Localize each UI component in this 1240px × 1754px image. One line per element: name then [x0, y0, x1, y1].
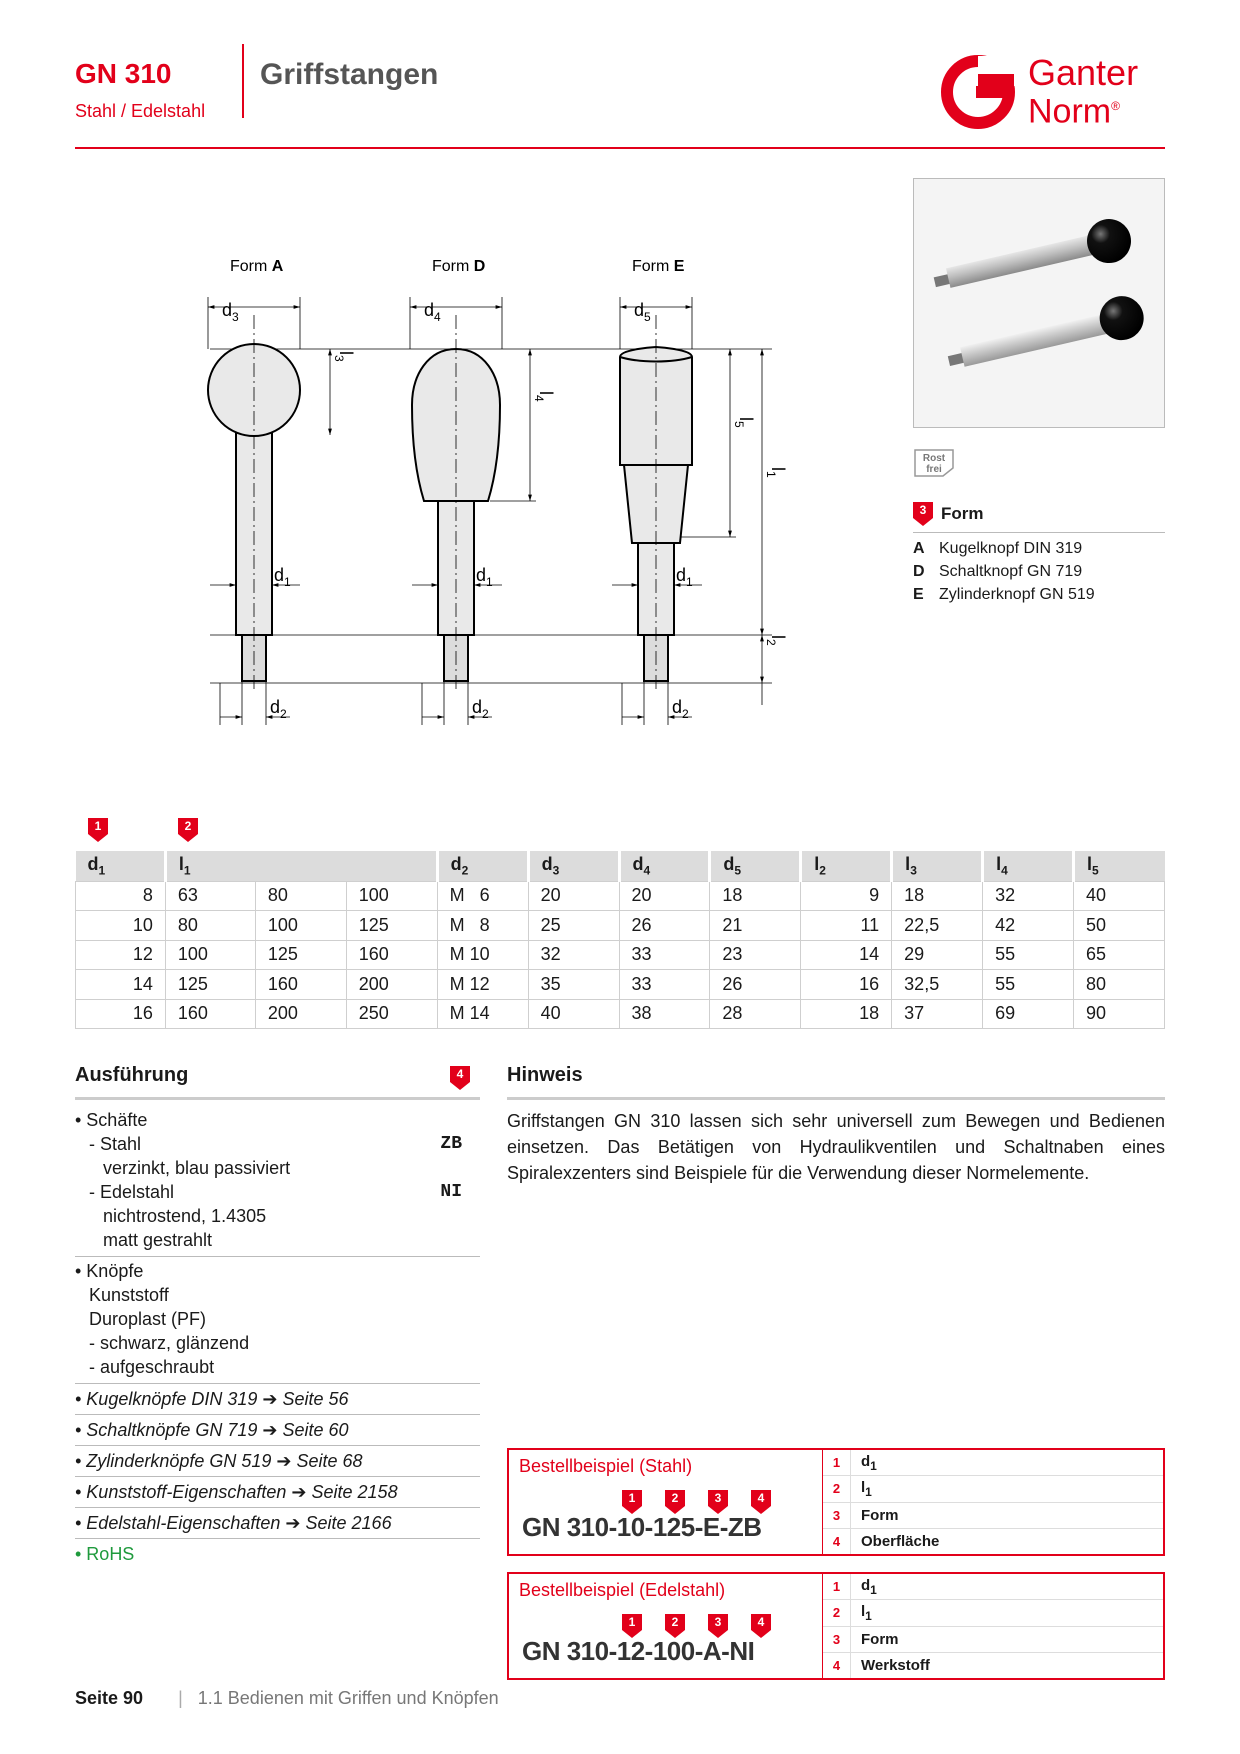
page-title: Griffstangen [260, 58, 439, 91]
table-cell: 20 [528, 881, 619, 911]
table-cell: 10 [76, 911, 166, 941]
hinweis-text: Griffstangen GN 310 lassen sich sehr universell zum Bewegen und Bedienen einsetzen. Das Betätigen von Hydraulikventilen und Schaltnaben eines Spiralexzenters sind Beispiele für die Verwendung dieser Normelemente. [507, 1111, 1165, 1183]
table-cell: 69 [983, 999, 1074, 1029]
table-cell: 160 [346, 940, 437, 970]
table-cell: 26 [619, 911, 710, 941]
table-cell: 20 [619, 881, 710, 911]
order-example-steel [507, 1448, 1165, 1556]
table-cell: 14 [76, 970, 166, 1000]
col-header: $l_2$ [801, 851, 892, 881]
table-cell: 32 [983, 881, 1074, 911]
table-cell: M 14 [437, 999, 528, 1029]
svg-text:l1: $l_1$ [764, 467, 788, 478]
table-row [76, 999, 1165, 1029]
order-key-row: 4 Oberfläche [823, 1529, 1163, 1554]
link-zylinderknoepfe[interactable]: • Zylinderknöpfe GN 519 ➔ Seite 68 [75, 1446, 480, 1477]
rohs-label: • RoHS [75, 1544, 135, 1564]
table-cell: 80 [255, 881, 346, 911]
header-divider [242, 44, 244, 118]
order-key-row: 4 Werkstoff [823, 1653, 1163, 1678]
link-schaltknoepfe[interactable]: • Schaltknöpfe GN 719 ➔ Seite 60 [75, 1415, 480, 1446]
code-zb: ZB [440, 1134, 462, 1154]
order-key-row: 3 Form [823, 1627, 1163, 1653]
table-cell: 16 [801, 970, 892, 1000]
col-header: $l_1$ [165, 851, 437, 881]
hinweis-title: Hinweis [507, 1064, 583, 1086]
table-cell: M 8 [437, 911, 528, 941]
table-cell: 22,5 [892, 911, 983, 941]
link-edelstahl-eigenschaften[interactable]: • Edelstahl-Eigenschaften ➔ Seite 2166 [75, 1508, 480, 1539]
technical-drawing [180, 245, 800, 735]
order-example-stainless [507, 1572, 1165, 1680]
table-row [76, 881, 1165, 911]
svg-text:d4: $d_4$ [424, 300, 441, 324]
order-stainless-code: GN 310-12-100-A-NI [522, 1636, 755, 1666]
table-cell: 33 [619, 940, 710, 970]
page-number: Seite 90 [75, 1688, 144, 1708]
table-cell: 250 [346, 999, 437, 1029]
section-name: 1.1 Bedienen mit Griffen und Knöpfen [197, 1688, 499, 1708]
order-steel-code: GN 310-10-125-E-ZB [522, 1512, 762, 1542]
product-photo [913, 178, 1165, 428]
table-cell: 50 [1073, 911, 1164, 941]
marker-1-icon: 1 [622, 1614, 642, 1638]
table-cell: 11 [801, 911, 892, 941]
order-key-row: 1 $d_1$ [823, 1450, 1163, 1476]
table-cell: 40 [528, 999, 619, 1029]
table-cell: 55 [983, 940, 1074, 970]
marker-4-icon: 4 [751, 1614, 771, 1638]
table-cell: 37 [892, 999, 983, 1029]
table-cell: 160 [255, 970, 346, 1000]
table-cell: 125 [165, 970, 255, 1000]
knobs-block: • Knöpfe Kunststoff Duroplast (PF) - schwarz, glänzend - aufgeschraubt [75, 1257, 480, 1384]
form-legend-title: Form [941, 504, 984, 523]
shafts-block: • Schäfte - Stahl ZB verzinkt, blau passiviert - Edelstahl NI nichtrostend, 1.4305 matt gestrahlt [75, 1106, 480, 1257]
order-stainless-title: Bestellbeispiel (Edelstahl) [519, 1580, 726, 1600]
table-cell: 16 [76, 999, 166, 1029]
marker-2-icon: 2 [665, 1490, 685, 1514]
svg-text:d1: $d_1$ [476, 565, 493, 589]
table-cell: 26 [710, 970, 801, 1000]
form-d-label: Form D [432, 258, 486, 275]
table-cell: 25 [528, 911, 619, 941]
dimension-table [75, 851, 1165, 1029]
table-cell: 55 [983, 970, 1074, 1000]
code-ni: NI [440, 1182, 462, 1202]
svg-text:l4: $l_4$ [532, 391, 556, 402]
table-cell: 29 [892, 940, 983, 970]
form-legend-item: D Schaltknopf GN 719 [913, 563, 1083, 580]
table-cell: 125 [255, 940, 346, 970]
marker-1-icon: 1 [88, 818, 108, 842]
table-cell: 125 [346, 911, 437, 941]
col-header: $d_1$ [76, 851, 166, 881]
order-key-row: 3 Form [823, 1503, 1163, 1529]
table-cell: 80 [165, 911, 255, 941]
svg-text:d2: $d_2$ [270, 697, 287, 721]
table-cell: 100 [255, 911, 346, 941]
form-e-label: Form E [632, 258, 685, 275]
ganter-logo-icon [940, 54, 1016, 130]
col-header: $l_4$ [983, 851, 1074, 881]
table-cell: 33 [619, 970, 710, 1000]
table-cell: 18 [892, 881, 983, 911]
table-cell: 42 [983, 911, 1074, 941]
rostfrei-badge [913, 446, 957, 476]
table-cell: 18 [710, 881, 801, 911]
order-key-row: 1 $d_1$ [823, 1574, 1163, 1600]
order-key-row: 2 $l_1$ [823, 1600, 1163, 1626]
table-cell: 28 [710, 999, 801, 1029]
table-cell: 63 [165, 881, 255, 911]
marker-3-icon: 3 [913, 502, 933, 526]
marker-1-icon: 1 [622, 1490, 642, 1514]
form-legend-item: A Kugelknopf DIN 319 [913, 540, 1083, 557]
table-cell: 100 [346, 881, 437, 911]
table-cell: M 12 [437, 970, 528, 1000]
table-cell: 12 [76, 940, 166, 970]
table-cell: 21 [710, 911, 801, 941]
form-legend [913, 502, 1165, 606]
page-footer: Seite 90 | 1.1 Bedienen mit Griffen und Knöpfen [75, 1688, 499, 1708]
marker-4-icon: 4 [450, 1066, 470, 1090]
svg-text:Rost: Rost [922, 453, 946, 464]
table-cell: 23 [710, 940, 801, 970]
col-header: $l_5$ [1073, 851, 1164, 881]
marker-4-icon: 4 [751, 1490, 771, 1514]
table-markers [75, 818, 1165, 846]
header-rule [75, 147, 1165, 149]
svg-text:frei: frei [926, 464, 942, 475]
table-cell: M 6 [437, 881, 528, 911]
link-kugelknoepfe[interactable]: • Kugelknöpfe DIN 319 ➔ Seite 56 [75, 1384, 480, 1415]
table-cell: 80 [1073, 970, 1164, 1000]
table-cell: 9 [801, 881, 892, 911]
svg-text:l3: $l_3$ [332, 351, 356, 362]
link-kunststoff-eigenschaften[interactable]: • Kunststoff-Eigenschaften ➔ Seite 2158 [75, 1477, 480, 1508]
svg-text:d2: $d_2$ [472, 697, 489, 721]
col-header: $d_2$ [437, 851, 528, 881]
svg-text:d1: $d_1$ [676, 565, 693, 589]
ausfuehrung-rule [75, 1097, 480, 1100]
form-a-label: Form A [230, 258, 284, 275]
table-row [76, 970, 1165, 1000]
form-legend-item: E Zylinderknopf GN 519 [913, 586, 1095, 603]
marker-2-icon: 2 [178, 818, 198, 842]
table-cell: 35 [528, 970, 619, 1000]
table-cell: 8 [76, 881, 166, 911]
col-header: $d_3$ [528, 851, 619, 881]
col-header: $l_3$ [892, 851, 983, 881]
table-header-row [76, 851, 1165, 881]
svg-text:l5: $l_5$ [732, 417, 756, 428]
table-cell: 65 [1073, 940, 1164, 970]
col-header: $d_5$ [710, 851, 801, 881]
table-cell: 160 [165, 999, 255, 1029]
marker-3-icon: 3 [708, 1614, 728, 1638]
logo-text-ganter: Ganter [1028, 52, 1139, 93]
product-code: GN 310 [75, 58, 172, 89]
table-row [76, 940, 1165, 970]
ganter-norm-logo [940, 54, 1165, 130]
table-cell: 90 [1073, 999, 1164, 1029]
svg-text:l2: $l_2$ [764, 635, 788, 646]
table-cell: 40 [1073, 881, 1164, 911]
svg-text:d2: $d_2$ [672, 697, 689, 721]
marker-3-icon: 3 [708, 1490, 728, 1514]
order-steel-title: Bestellbeispiel (Stahl) [519, 1456, 693, 1476]
table-cell: 18 [801, 999, 892, 1029]
ausfuehrung-title: Ausführung [75, 1064, 189, 1086]
svg-text:d5: $d_5$ [634, 300, 651, 324]
order-key-row: 2 $l_1$ [823, 1476, 1163, 1502]
col-header: $d_4$ [619, 851, 710, 881]
table-cell: 200 [255, 999, 346, 1029]
logo-text-norm: Norm® [1028, 92, 1120, 131]
table-cell: 100 [165, 940, 255, 970]
ausfuehrung-list [75, 1106, 480, 1569]
table-cell: 32 [528, 940, 619, 970]
table-cell: 14 [801, 940, 892, 970]
table-cell: 200 [346, 970, 437, 1000]
hinweis-rule [507, 1097, 1165, 1100]
product-material: Stahl / Edelstahl [75, 101, 206, 121]
table-cell: 38 [619, 999, 710, 1029]
marker-2-icon: 2 [665, 1614, 685, 1638]
svg-text:d1: $d_1$ [274, 565, 291, 589]
svg-text:d3: $d_3$ [222, 300, 239, 324]
table-cell: M 10 [437, 940, 528, 970]
table-cell: 32,5 [892, 970, 983, 1000]
table-row [76, 911, 1165, 941]
